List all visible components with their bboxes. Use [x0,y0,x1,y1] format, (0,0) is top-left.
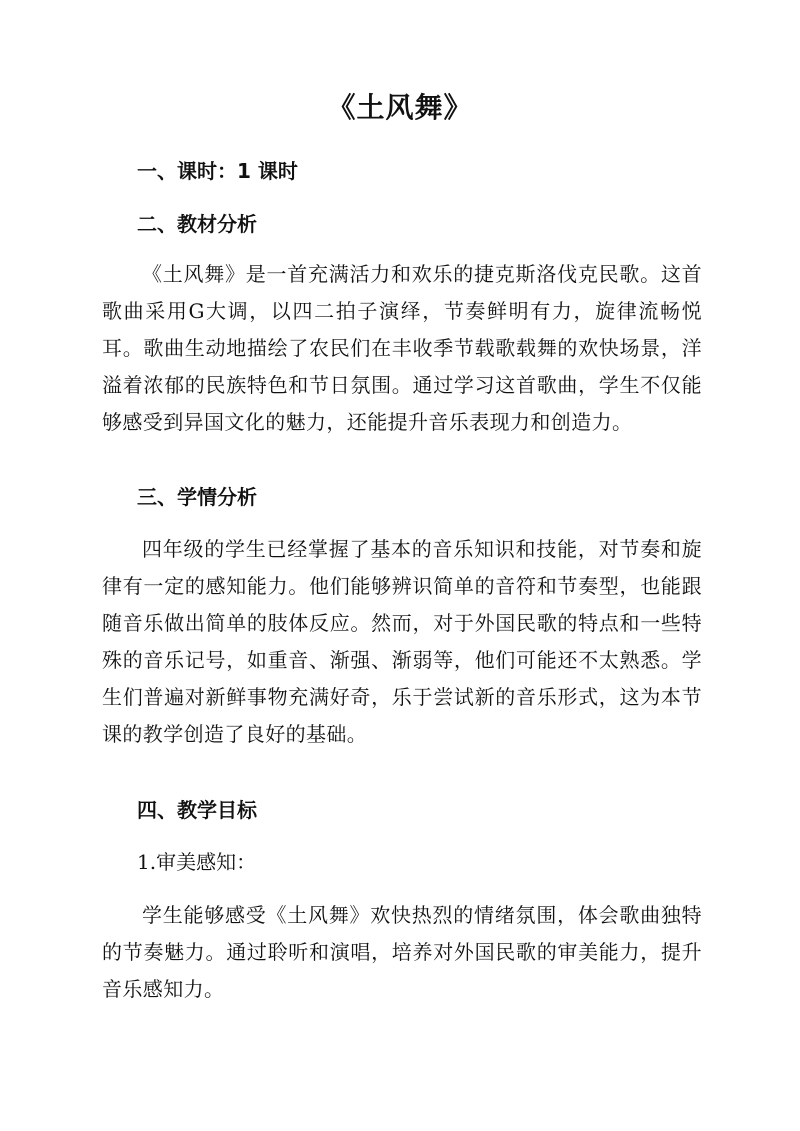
material-analysis-paragraph: 《土风舞》是一首充满活力和欢乐的捷克斯洛伐克民歌。这首歌曲采用G大调，以四二拍子演绎，节奏鲜明有力，旋律流畅悦耳。歌曲生动地描绘了农民们在丰收季节载歌载舞的欢快场景，洋溢着浓郁的民族特色和节日氛围。通过学习这首歌曲，学生不仅能够感受到异国文化的魅力，还能提升音乐表现力和创造力。 [102,262,702,434]
section-heading-teaching-goals: 四、教学目标 [137,798,257,822]
student-analysis-paragraph: 四年级的学生已经掌握了基本的音乐知识和技能，对节奏和旋律有一定的感知能力。他们能够辨识简单的音符和节奏型，也能跟随音乐做出简单的肢体反应。然而，对于外国民歌的特点和一些特殊的音乐记号，如重音、渐强、渐弱等，他们可能还不太熟悉。学生们普遍对新鲜事物充满好奇，乐于尝试新的音乐形式，这为本节课的教学创造了良好的基础。 [102,537,702,746]
document-title: 《土风舞》 [327,91,473,124]
goal-subheading-aesthetic-perception: 1.审美感知： [137,850,257,874]
section-heading-class-hours: 一、课时：1 课时 [137,159,298,183]
section-heading-material-analysis: 二、教材分析 [137,212,257,236]
section-heading-student-analysis: 三、学情分析 [137,485,257,509]
aesthetic-perception-paragraph: 学生能够感受《土风舞》欢快热烈的情绪氛围，体会歌曲独特的节奏魅力。通过聆听和演唱，培养对外国民歌的审美能力，提升音乐感知力。 [102,903,702,1001]
